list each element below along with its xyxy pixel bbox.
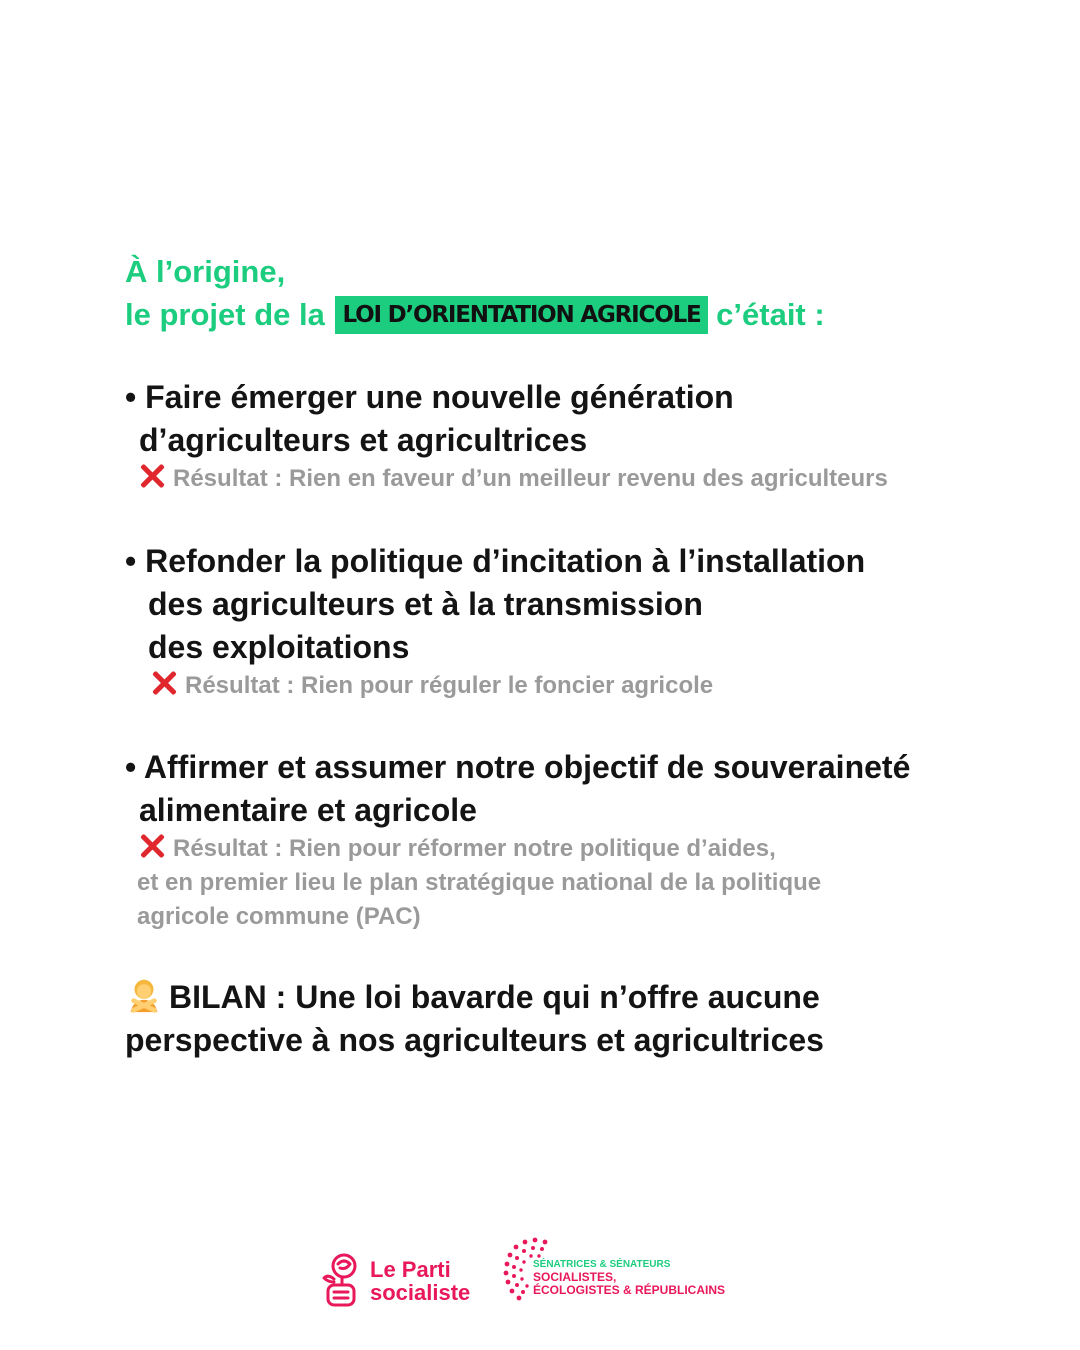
- objective-line: alimentaire et agricole: [139, 792, 477, 828]
- senat-logo-line: SÉNATRICES & SÉNATEURS: [533, 1259, 671, 1270]
- bilan-text: BILAN : Une loi bavarde qui n’offre aucune: [169, 979, 820, 1015]
- rose-fist-icon: [320, 1252, 364, 1308]
- result-continuation: agricole commune (PAC): [137, 903, 421, 930]
- objective-text: [125, 540, 865, 669]
- intro-line-1: À l’origine,: [125, 254, 286, 289]
- person-gesturing-no-emoji: [125, 976, 163, 1014]
- bilan-line-2: perspective à nos agriculteurs et agricultrices: [125, 1022, 824, 1058]
- cross-mark-icon: [139, 833, 165, 859]
- result-text: Résultat : Rien pour réformer notre politique d’aides,: [173, 835, 776, 862]
- objective-item: [125, 746, 910, 934]
- senat-logo-line: SOCIALISTES,: [533, 1270, 617, 1284]
- senat-logo-line: ÉCOLOGISTES & RÉPUBLICAINS: [533, 1283, 726, 1297]
- intro-prefix: le projet de la: [125, 297, 334, 332]
- footer-logos: [320, 1236, 740, 1312]
- result-continuation: et en premier lieu le plan stratégique national de la politique: [137, 869, 822, 896]
- intro-heading: [125, 250, 825, 336]
- objective-line: • Refonder la politique d’incitation à l’installation: [125, 543, 866, 579]
- objective-item: [125, 376, 888, 496]
- objective-line: • Affirmer et assumer notre objectif de souveraineté: [125, 749, 911, 785]
- objective-line: des agriculteurs et à la transmission: [148, 586, 703, 622]
- ps-logo-text: [370, 1258, 470, 1304]
- objective-line: d’agriculteurs et agricultrices: [139, 422, 588, 458]
- objective-line: • Faire émerger une nouvelle génération: [125, 379, 734, 415]
- objective-line: des exploitations: [148, 629, 410, 665]
- result-line: [125, 669, 865, 703]
- intro-line-2: [125, 293, 825, 336]
- result-text: Résultat : Rien pour réguler le foncier agricole: [185, 672, 714, 699]
- objective-item: [125, 540, 865, 703]
- ps-logo-line: socialiste: [370, 1280, 471, 1305]
- law-title-highlight: LOI D’ORIENTATION AGRICOLE: [335, 296, 707, 334]
- senat-logo-text: [533, 1258, 725, 1297]
- result-line: [125, 832, 910, 866]
- cross-mark-icon: [139, 463, 165, 489]
- ps-logo-line: Le Parti: [370, 1257, 451, 1282]
- cross-mark-icon: [151, 670, 177, 696]
- intro-suffix: c’était :: [707, 297, 825, 332]
- objective-text: [125, 746, 910, 832]
- bilan-line-1: [125, 976, 824, 1019]
- result-line: [125, 462, 888, 496]
- objective-text: [125, 376, 888, 462]
- bilan: [125, 976, 824, 1062]
- result-text: Résultat : Rien en faveur d’un meilleur revenu des agriculteurs: [173, 465, 888, 492]
